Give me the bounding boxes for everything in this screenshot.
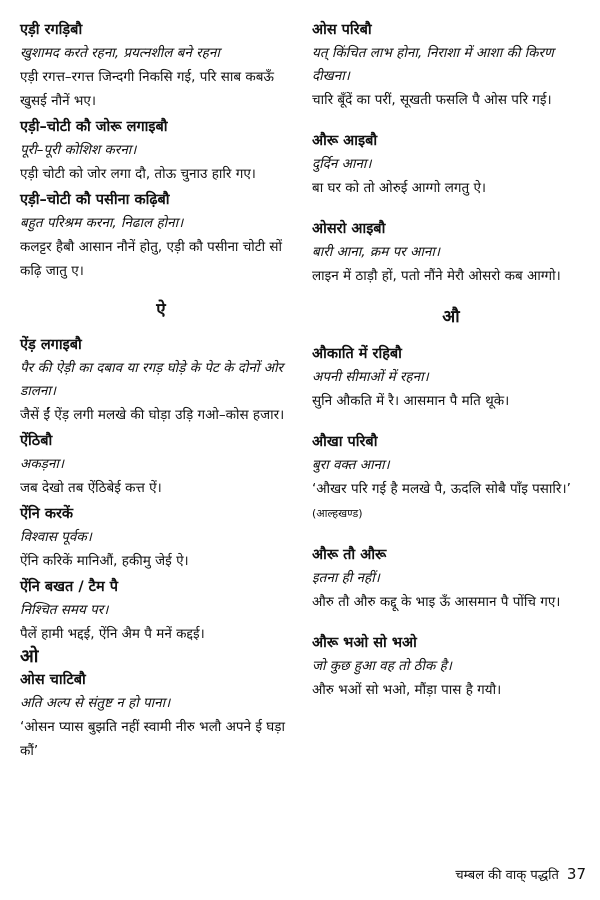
meaning: पैर की ऐड़ी का दबाव या रगड़ घोड़े के पेट के दोनों ओर डालना। [20,360,284,399]
meaning: खुशामद करते रहना, प्रयत्नशील बने रहना [20,45,220,61]
headword: ऐंड़ लगाइबौ [20,337,82,353]
headword: एड़ी–चोटी कौ जोरू लगाइबौ [20,119,168,135]
headword: ओसरो आइबौ [312,221,386,237]
example: जैसें ईं ऐंड़ लगी मलखे की घोड़ा उड़ि गओ–कोस हजार। [20,407,285,423]
entry [20,575,302,646]
headword: ओस चाटिबौ [20,672,86,688]
entry [20,188,302,283]
left-column [20,18,302,763]
entry [20,429,302,500]
entry [20,668,302,763]
example: चारि बूँदें का परीं, सूखती फसलि पै ओस परि गई। [312,92,552,108]
meaning: पूरी–पूरी कोशिश करना। [20,142,137,158]
entry [312,430,590,526]
meaning: अकड़ना। [20,456,65,472]
section-letter-ai: ऐ [156,300,166,320]
section-letter-o: ओ [20,646,39,667]
headword: ओस परिबौ [312,22,372,38]
page-footer [455,864,586,886]
entry [20,333,302,427]
headword: औरू भओ सो भओ [312,635,417,651]
meaning: बुरा वक्त आना। [312,457,390,473]
example: औरु भओं सो भओ, मौंड़ा पास है गयौ। [312,682,502,698]
entry [20,115,302,186]
example [312,477,590,526]
example: बा घर को तो ओरुई आग्गो लगतु ऐ। [312,180,487,196]
right-column [312,18,590,702]
entry [312,543,590,614]
headword: ऐंनि बखत / टैम पै [20,579,118,595]
example: लाइन में ठाड़ौ हों, पतो नौंने मेरौ ओसरो कब आग्गो। [312,268,561,284]
meaning: बारी आना, क्रम पर आना। [312,244,440,260]
example: कलट्टर हैबौ आसान नौनें होतु, एड़ी कौ पसीना चोटी सों कढ़ि जातु ए। [20,239,283,279]
headword: ऐंठिबौ [20,433,53,449]
example: एड़ी चोटी को जोर लगा दौ, तोऊ चुनाउ हारि गए। [20,166,256,182]
example: पैलें हामी भद्दई, ऐंनि अैम पै मनें कद्दई। [20,626,205,642]
example: एड़ी रगत्त–रगत्त जिन्दगी निकसि गई, परि साब कबऊँ खुसई नौनें भए। [20,69,275,109]
meaning: निश्चित समय पर। [20,602,109,618]
entry [312,217,590,288]
section-letter-au: औ [442,307,460,327]
headword: औरू तौ औरू [312,547,387,563]
meaning: अति अल्प से संतुष्ट न हो पाना। [20,695,171,711]
example: जब देखो तब ऐंठिबेई कत्त ऐं। [20,480,162,496]
entry [312,342,590,413]
headword: औरू आइबौ [312,133,378,149]
example: औरु तौ औरु कद्दू के भाइ ऊँ आसमान पै पोंचि गए। [312,594,561,610]
meaning: यत् किंचित लाभ होना, निराशा में आशा की किरण दीखना। [312,45,554,84]
meaning: दुर्दिन आना। [312,156,372,172]
headword: एड़ी रगड़िबौ [20,22,83,38]
entry [312,129,590,200]
meaning: इतना ही नहीं। [312,570,380,586]
headword: औकाति में रहिबौ [312,346,402,362]
entry [20,502,302,573]
example-text: ‘औखर परि गई है मलखे पै, ऊदलि सोबै पाँइ पसारि।’ [312,481,571,497]
page-number: 37 [566,865,586,883]
example: सुनि औकति में रै। आसमान पै मति थूके। [312,393,510,409]
headword: एड़ी–चोटी कौ पसीना कढ़िबौ [20,192,170,208]
book-title: चम्बल की वाक् पद्धति [455,868,559,883]
headword: ऐंनि करकें [20,506,74,522]
example: ऐंनि करिकें मानिऔं, हकीमु जेई ऐ। [20,553,189,569]
meaning: बहुत परिश्रम करना, निढाल होना। [20,215,184,231]
source-citation: (आल्हखण्ड) [312,507,363,520]
example: ‘ओसन प्यास बुझति नहीं स्वामी नीरु भलौ अपने ई घड़ा कौं’ [20,719,285,759]
entry [20,18,302,113]
entry [312,18,590,112]
meaning: अपनी सीमाओं में रहना। [312,369,429,385]
headword: औखा परिबौ [312,434,378,450]
meaning: जो कुछ हुआ वह तो ठीक है। [312,658,452,674]
entry [312,631,590,702]
meaning: विश्वास पूर्वक। [20,529,92,545]
